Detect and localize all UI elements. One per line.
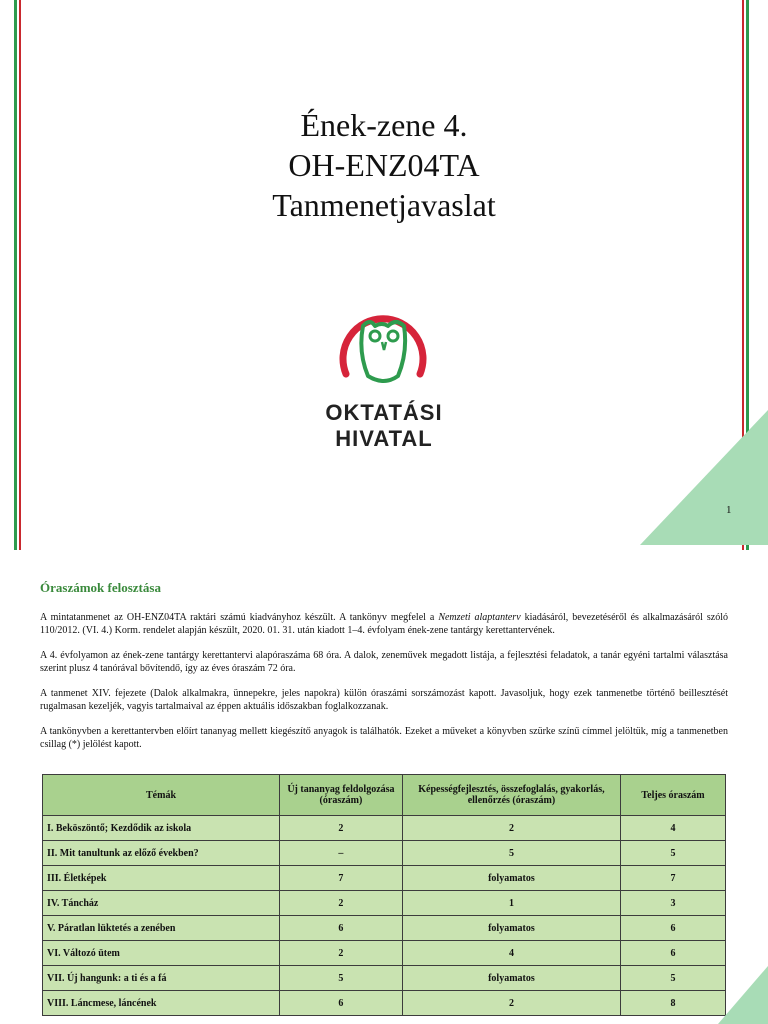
topic-cell: VIII. Láncmese, láncének [43, 991, 280, 1016]
new-hours-cell: 2 [280, 941, 403, 966]
table-row [43, 841, 726, 866]
paragraph-1 [40, 611, 728, 637]
cover-title-line1: Ének-zene 4. [300, 107, 468, 143]
total-hours-cell: 7 [621, 866, 726, 891]
new-hours-cell: 2 [280, 891, 403, 916]
decorative-triangle [640, 410, 768, 545]
table-row [43, 941, 726, 966]
total-hours-cell: 6 [621, 916, 726, 941]
paragraph-1-italic: Nemzeti alaptanterv [438, 612, 521, 623]
practice-hours-cell: folyamatos [402, 966, 620, 991]
practice-hours-cell: 2 [402, 991, 620, 1016]
new-hours-cell: 2 [280, 816, 403, 841]
topic-cell: V. Páratlan lüktetés a zenében [43, 916, 280, 941]
topic-cell: II. Mit tanultunk az előző években? [43, 841, 280, 866]
header-new-material: Új tananyag feldolgozása (óraszám) [280, 775, 403, 816]
section-title: Óraszámok felosztása [40, 580, 161, 595]
cover-title-line2: OH-ENZ04TA [288, 147, 480, 183]
total-hours-cell: 4 [621, 816, 726, 841]
practice-hours-cell: 1 [402, 891, 620, 916]
paragraph-3: A tanmenet XIV. fejezete (Dalok alkalmakra, ünnepekre, jeles napokra) külön óraszámi sorszámozást kapott. Javasoljuk, hogy ezek tanmenetbe történő beillesztését rugalmasan kezeljék, vagyis tartalmaival az éppen aktuális időszakban foglalkozzanak. [40, 688, 728, 712]
topic-cell: III. Életképek [43, 866, 280, 891]
table-header-row [43, 775, 726, 816]
total-hours-cell: 3 [621, 891, 726, 916]
new-hours-cell: 5 [280, 966, 403, 991]
practice-hours-cell: 5 [402, 841, 620, 866]
topic-cell: IV. Táncház [43, 891, 280, 916]
hours-table [42, 774, 726, 1016]
new-hours-cell: 6 [280, 991, 403, 1016]
practice-hours-cell: folyamatos [402, 916, 620, 941]
topic-cell: VI. Változó ütem [43, 941, 280, 966]
header-practice: Képességfejlesztés, összefoglalás, gyakorlás, ellenőrzés (óraszám) [402, 775, 620, 816]
paragraph-2: A 4. évfolyamon az ének-zene tantárgy kerettantervi alapóraszáma 68 óra. A dalok, zeneművek megadott listája, a fejlesztési feladatok, a tanár egyéni tartalmi választása szerint plusz 4 tanórával bővítendő, így az éves óraszám 72 óra. [40, 650, 728, 674]
header-topics: Témák [43, 775, 280, 816]
new-hours-cell: 7 [280, 866, 403, 891]
paragraph-1-start: A mintatanmenet az OH-ENZ04TA raktári számú kiadványhoz készült. A tankönyv megfelel a [40, 612, 439, 623]
table-row [43, 891, 726, 916]
left-green-border [14, 0, 17, 550]
total-hours-cell: 8 [621, 991, 726, 1016]
logo-text-line1: OKTATÁSI [325, 400, 443, 425]
left-red-border [19, 0, 21, 550]
table-row [43, 966, 726, 991]
table-row [43, 916, 726, 941]
practice-hours-cell: 4 [402, 941, 620, 966]
total-hours-cell: 6 [621, 941, 726, 966]
paragraph-4: A tankönyvben a kerettantervben előírt tananyag mellett kiegészítő anyagok is találhatók. Ezeket a műveket a könyvben szürke színű címmel jelöltük, míg a tanmenetben csillag (*) jelölést kapott. [40, 726, 728, 750]
decorative-triangle-bottom [718, 966, 768, 1024]
page-number: 1 [726, 504, 732, 516]
new-hours-cell: 6 [280, 916, 403, 941]
topic-cell: I. Beköszöntő; Kezdődik az iskola [43, 816, 280, 841]
logo-text-line2: HIVATAL [335, 426, 433, 451]
practice-hours-cell: 2 [402, 816, 620, 841]
practice-hours-cell: folyamatos [402, 866, 620, 891]
header-total: Teljes óraszám [621, 775, 726, 816]
paragraph-1-end: kiadásáról, bevezetéséről és alkalmazásáról szóló 110/2012. (VI. 4.) Korm. rendelet alapján készült, 2020. 01. 31. után kiadott 1–4. évfolyam ének-zene tantárgy kerettantervének. [40, 612, 728, 636]
table-row [43, 816, 726, 841]
table-row [43, 991, 726, 1016]
table-row [43, 866, 726, 891]
total-hours-cell: 5 [621, 966, 726, 991]
cover-title-line3: Tanmenetjavaslat [272, 187, 496, 223]
total-hours-cell: 5 [621, 841, 726, 866]
topic-cell: VII. Új hangunk: a ti és a fá [43, 966, 280, 991]
new-hours-cell: – [280, 841, 403, 866]
